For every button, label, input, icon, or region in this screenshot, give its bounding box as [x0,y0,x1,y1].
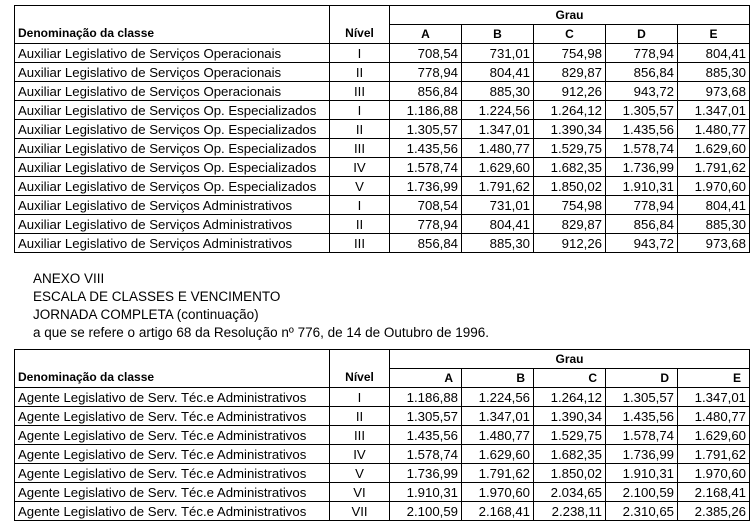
value-cell: 856,84 [606,63,678,82]
value-cell: 778,94 [606,44,678,63]
header-blank-cell [15,350,330,369]
annex-title: ANEXO VIII [33,271,105,286]
value-cell: 912,26 [534,82,606,101]
value-cell: 1.224,56 [462,388,534,407]
nivel-cell: IV [330,158,390,177]
value-cell: 829,87 [534,63,606,82]
grade-header-c: C [534,25,606,44]
value-cell: 885,30 [462,82,534,101]
value-cell: 2.168,41 [678,483,750,502]
value-cell: 1.305,57 [390,407,462,426]
value-cell: 708,54 [390,196,462,215]
value-cell: 1.347,01 [678,101,750,120]
value-cell: 2.100,59 [606,483,678,502]
table-row [15,82,750,101]
classe-header: Denominação da classe [15,25,330,44]
grade-header-e: E [678,25,750,44]
grade-header-b: B [462,25,534,44]
value-cell: 1.305,57 [390,120,462,139]
value-cell: 1.480,77 [678,407,750,426]
value-cell: 1.224,56 [462,101,534,120]
value-cell: 885,30 [678,215,750,234]
salary-table-auxiliar [14,5,750,253]
classe-cell: Auxiliar Legislativo de Serviços Operacionais [15,63,330,82]
classe-cell: Auxiliar Legislativo de Serviços Op. Especializados [15,158,330,177]
salary-table-agente [14,349,750,521]
header-blank-cell [330,6,390,25]
value-cell: 1.435,56 [390,426,462,445]
classe-cell: Auxiliar Legislativo de Serviços Administrativos [15,234,330,253]
classe-cell: Auxiliar Legislativo de Serviços Op. Especializados [15,120,330,139]
nivel-header: Nível [330,25,390,44]
value-cell: 1.791,62 [678,445,750,464]
value-cell: 1.529,75 [534,426,606,445]
classe-cell: Agente Legislativo de Serv. Téc.e Administrativos [15,426,330,445]
table-header-row [15,25,750,44]
value-cell: 1.347,01 [678,388,750,407]
table-row [15,388,750,407]
grade-header-e: E [678,369,750,388]
value-cell: 1.186,88 [390,388,462,407]
nivel-cell: VI [330,483,390,502]
table-row [15,120,750,139]
value-cell: 1.578,74 [390,445,462,464]
classe-cell: Auxiliar Legislativo de Serviços Operacionais [15,44,330,63]
value-cell: 1.390,34 [534,120,606,139]
value-cell: 943,72 [606,234,678,253]
table-header-row [15,369,750,388]
value-cell: 778,94 [606,196,678,215]
nivel-cell: I [330,388,390,407]
value-cell: 1.970,60 [678,464,750,483]
table-row [15,101,750,120]
value-cell: 1.629,60 [462,158,534,177]
value-cell: 1.629,60 [462,445,534,464]
classe-cell: Agente Legislativo de Serv. Téc.e Administrativos [15,407,330,426]
value-cell: 2.100,59 [390,502,462,521]
grau-header: Grau [390,6,750,25]
classe-cell: Agente Legislativo de Serv. Téc.e Administrativos [15,502,330,521]
classe-cell: Agente Legislativo de Serv. Téc.e Administrativos [15,483,330,502]
value-cell: 731,01 [462,196,534,215]
table-body [15,44,750,253]
value-cell: 1.480,77 [462,426,534,445]
table-row [15,502,750,521]
value-cell: 1.435,56 [606,407,678,426]
nivel-cell: II [330,120,390,139]
classe-cell: Auxiliar Legislativo de Serviços Op. Especializados [15,177,330,196]
nivel-cell: IV [330,445,390,464]
value-cell: 1.736,99 [606,445,678,464]
classe-cell: Agente Legislativo de Serv. Téc.e Administrativos [15,445,330,464]
table-row [15,177,750,196]
table-row [15,464,750,483]
nivel-cell: II [330,407,390,426]
value-cell: 804,41 [462,215,534,234]
value-cell: 1.910,31 [390,483,462,502]
value-cell: 2.310,65 [606,502,678,521]
annex-reference: a que se refere o artigo 68 da Resolução nº 776, de 14 de Outubro de 1996. [33,325,490,340]
annex-heading [33,270,489,342]
value-cell: 1.347,01 [462,407,534,426]
value-cell: 1.435,56 [606,120,678,139]
value-cell: 1.791,62 [462,177,534,196]
value-cell: 1.578,74 [390,158,462,177]
nivel-cell: II [330,63,390,82]
value-cell: 1.529,75 [534,139,606,158]
nivel-cell: III [330,234,390,253]
grade-header-d: D [606,25,678,44]
value-cell: 2.168,41 [462,502,534,521]
value-cell: 1.910,31 [606,464,678,483]
value-cell: 1.970,60 [678,177,750,196]
classe-cell: Agente Legislativo de Serv. Téc.e Administrativos [15,464,330,483]
value-cell: 1.629,60 [678,139,750,158]
value-cell: 1.435,56 [390,139,462,158]
annex-journey: JORNADA COMPLETA (continuação) [33,307,259,322]
value-cell: 2.034,65 [534,483,606,502]
table-row [15,426,750,445]
value-cell: 1.305,57 [606,388,678,407]
value-cell: 1.682,35 [534,158,606,177]
table-row [15,63,750,82]
nivel-cell: III [330,426,390,445]
value-cell: 2.385,26 [678,502,750,521]
value-cell: 1.736,99 [606,158,678,177]
nivel-cell: I [330,101,390,120]
value-cell: 1.850,02 [534,177,606,196]
value-cell: 1.305,57 [606,101,678,120]
value-cell: 885,30 [678,63,750,82]
value-cell: 1.578,74 [606,426,678,445]
nivel-cell: VII [330,502,390,521]
value-cell: 1.736,99 [390,177,462,196]
value-cell: 856,84 [390,234,462,253]
table-row [15,483,750,502]
value-cell: 973,68 [678,234,750,253]
nivel-cell: III [330,82,390,101]
table-row [15,215,750,234]
value-cell: 943,72 [606,82,678,101]
table-row [15,158,750,177]
value-cell: 1.736,99 [390,464,462,483]
nivel-cell: I [330,44,390,63]
grade-header-a: A [390,369,462,388]
value-cell: 1.682,35 [534,445,606,464]
table-row [15,139,750,158]
value-cell: 885,30 [462,234,534,253]
value-cell: 912,26 [534,234,606,253]
value-cell: 1.264,12 [534,388,606,407]
grau-header: Grau [390,350,750,369]
table-row [15,196,750,215]
value-cell: 829,87 [534,215,606,234]
classe-cell: Auxiliar Legislativo de Serviços Operacionais [15,82,330,101]
header-blank-cell [15,6,330,25]
grade-header-b: B [462,369,534,388]
annex-subtitle: ESCALA DE CLASSES E VENCIMENTO [33,289,281,304]
value-cell: 2.238,11 [534,502,606,521]
nivel-cell: III [330,139,390,158]
table-body [15,388,750,521]
classe-header: Denominação da classe [15,369,330,388]
value-cell: 1.347,01 [462,120,534,139]
grade-header-d: D [606,369,678,388]
value-cell: 731,01 [462,44,534,63]
table-row [15,407,750,426]
classe-cell: Agente Legislativo de Serv. Téc.e Administrativos [15,388,330,407]
value-cell: 778,94 [390,63,462,82]
value-cell: 1.910,31 [606,177,678,196]
table-row [15,44,750,63]
value-cell: 778,94 [390,215,462,234]
value-cell: 1.791,62 [462,464,534,483]
value-cell: 1.629,60 [678,426,750,445]
value-cell: 804,41 [678,196,750,215]
table-row [15,445,750,464]
table-row [15,234,750,253]
value-cell: 1.850,02 [534,464,606,483]
value-cell: 1.480,77 [678,120,750,139]
grade-header-a: A [390,25,462,44]
value-cell: 1.480,77 [462,139,534,158]
value-cell: 973,68 [678,82,750,101]
classe-cell: Auxiliar Legislativo de Serviços Op. Especializados [15,139,330,158]
value-cell: 754,98 [534,44,606,63]
value-cell: 856,84 [606,215,678,234]
value-cell: 1.186,88 [390,101,462,120]
grade-header-c: C [534,369,606,388]
value-cell: 1.390,34 [534,407,606,426]
classe-cell: Auxiliar Legislativo de Serviços Administrativos [15,196,330,215]
value-cell: 1.791,62 [678,158,750,177]
table-grau-row [15,6,750,25]
header-blank-cell [330,350,390,369]
value-cell: 804,41 [462,63,534,82]
value-cell: 1.970,60 [462,483,534,502]
table-grau-row [15,350,750,369]
nivel-cell: I [330,196,390,215]
value-cell: 754,98 [534,196,606,215]
nivel-cell: II [330,215,390,234]
value-cell: 1.578,74 [606,139,678,158]
value-cell: 708,54 [390,44,462,63]
nivel-cell: V [330,177,390,196]
value-cell: 1.264,12 [534,101,606,120]
classe-cell: Auxiliar Legislativo de Serviços Administrativos [15,215,330,234]
value-cell: 856,84 [390,82,462,101]
value-cell: 804,41 [678,44,750,63]
nivel-header: Nível [330,369,390,388]
classe-cell: Auxiliar Legislativo de Serviços Op. Especializados [15,101,330,120]
nivel-cell: V [330,464,390,483]
